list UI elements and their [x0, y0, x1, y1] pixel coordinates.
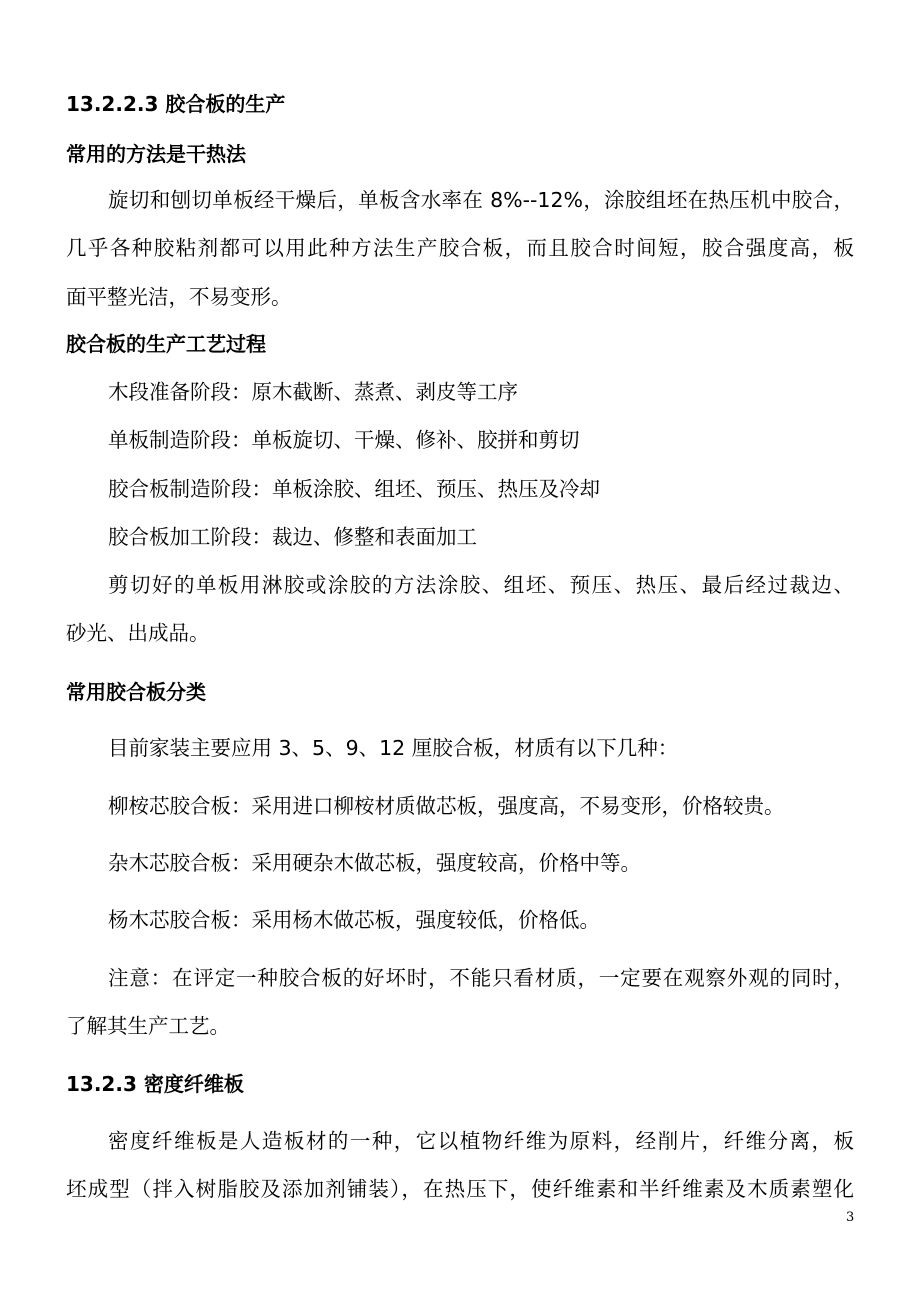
paragraph-line: 面平整光洁，不易变形。: [66, 285, 292, 309]
paragraph-line: 密度纤维板是人造板材的一种，它以植物纤维为原料，经削片，纤维分离，板: [108, 1129, 854, 1153]
paragraph-line: 砂光、出成品。: [66, 621, 210, 645]
classification-item: 杨木芯胶合板：采用杨木做芯板，强度较低，价格低。: [108, 908, 600, 932]
classification-item: 柳桉芯胶合板：采用进口柳桉材质做芯板，强度高，不易变形，价格较贵。: [108, 794, 785, 818]
process-step: 木段准备阶段：原木截断、蒸煮、剥皮等工序: [108, 380, 518, 404]
paragraph-line: 坯成型（拌入树脂胶及添加剂铺装），在热压下，使纤维素和半纤维素及木质素塑化: [66, 1177, 854, 1201]
note-line: 注意：在评定一种胶合板的好坏时，不能只看材质，一定要在观察外观的同时，: [108, 966, 854, 990]
note-line: 了解其生产工艺。: [66, 1014, 230, 1038]
paragraph-line: 旋切和刨切单板经干燥后，单板含水率在 8%--12%，涂胶组坯在热压机中胶合，: [108, 188, 854, 212]
section-heading-13-2-3: 13.2.3 密度纤维板: [66, 1072, 244, 1096]
process-step: 胶合板加工阶段：裁边、修整和表面加工: [108, 525, 477, 549]
process-step: 胶合板制造阶段：单板涂胶、组坯、预压、热压及冷却: [108, 477, 600, 501]
subheading-classification: 常用胶合板分类: [66, 680, 206, 704]
page-number: 3: [846, 1210, 855, 1225]
paragraph-line: 几乎各种胶粘剂都可以用此种方法生产胶合板，而且胶合时间短，胶合强度高，板: [66, 236, 854, 260]
subheading-process: 胶合板的生产工艺过程: [66, 332, 266, 356]
paragraph-line: 剪切好的单板用淋胶或涂胶的方法涂胶、组坯、预压、热压、最后经过裁边、: [108, 573, 854, 597]
subheading-dry-hot-method: 常用的方法是干热法: [66, 142, 246, 166]
paragraph-line: 目前家装主要应用 3、5、9、12 厘胶合板，材质有以下几种：: [108, 736, 679, 760]
process-step: 单板制造阶段：单板旋切、干燥、修补、胶拼和剪切: [108, 428, 580, 452]
section-heading-13-2-2-3: 13.2.2.3 胶合板的生产: [66, 92, 286, 116]
classification-item: 杂木芯胶合板：采用硬杂木做芯板，强度较高，价格中等。: [108, 851, 641, 875]
